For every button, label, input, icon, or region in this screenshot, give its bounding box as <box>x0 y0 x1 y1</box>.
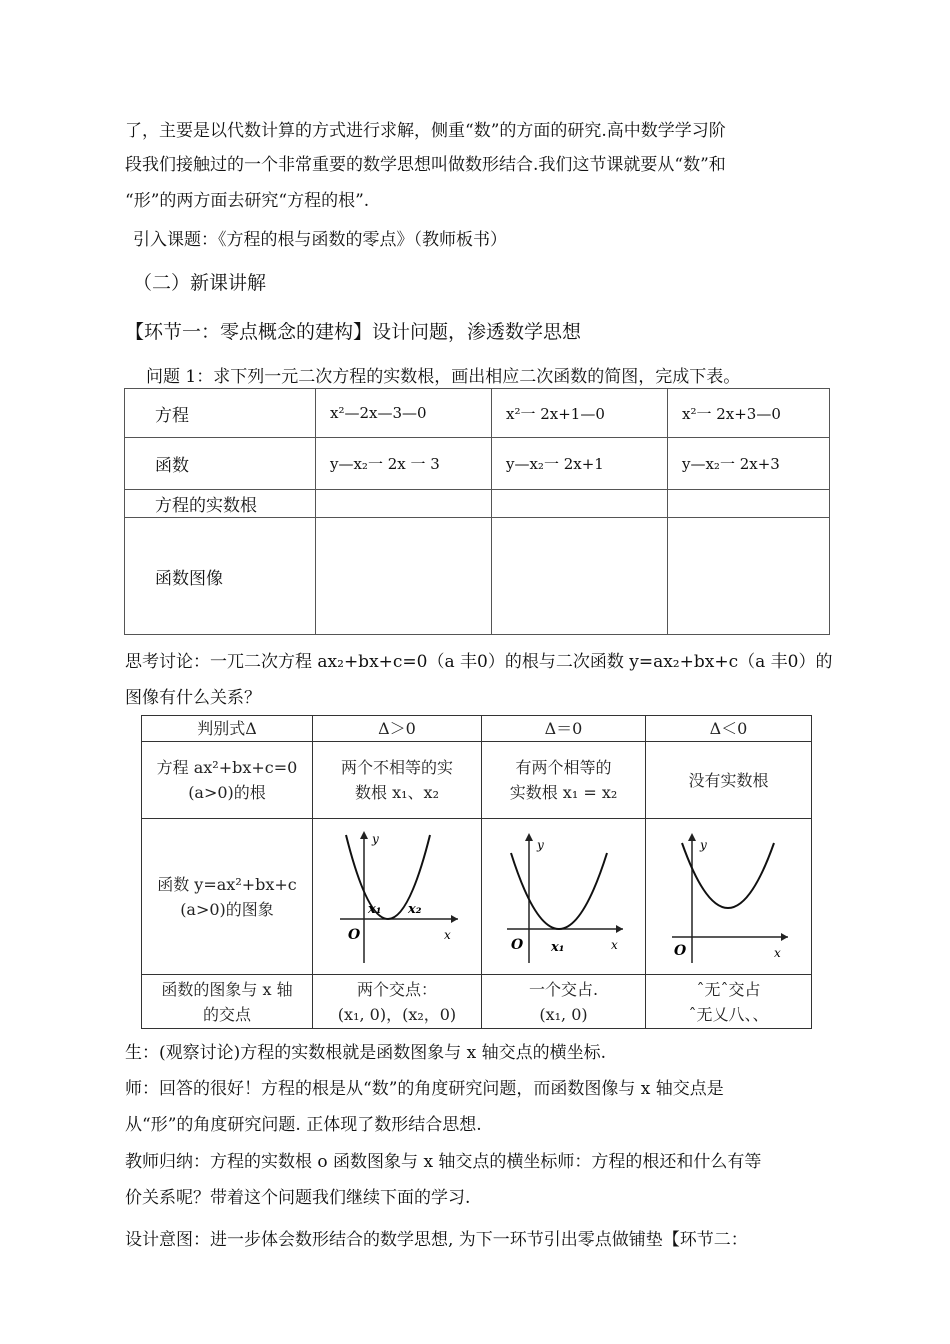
table-row <box>142 819 812 975</box>
discriminant-table <box>141 715 812 1029</box>
roots-row-label <box>142 742 313 819</box>
x2-label: x₂ <box>408 901 422 917</box>
function-cell: y—x₂一 2x+1 <box>492 438 668 490</box>
intersect-cell <box>482 975 646 1029</box>
roots-cell[interactable] <box>316 490 492 518</box>
intersect-label-line: 函数的图象与 x 轴 <box>161 979 293 999</box>
roots-label-line: (a>0)的根 <box>188 783 266 802</box>
x-axis-label: x <box>610 937 618 952</box>
parabola-one-root <box>499 827 629 967</box>
intersect-cell <box>646 975 812 1029</box>
intersect-line: 两个交点： <box>356 979 437 999</box>
parabola-two-roots <box>332 827 462 967</box>
table-row <box>125 518 830 635</box>
roots-cell <box>313 742 482 819</box>
intersect-line: (x₁, 0)，(x₂，0) <box>337 1004 457 1024</box>
roots-cell <box>482 742 646 819</box>
roots-line: 没有实数根 <box>688 770 769 790</box>
intersect-line: ˆ无ˆ交占 <box>696 979 761 999</box>
header-cell: 判别式Δ <box>142 716 313 742</box>
equation-cell: x²一 2x+3—0 <box>668 389 830 438</box>
roots-label-line: 方程 ax²+bx+c=0 <box>156 758 298 777</box>
header-cell: Δ＜0 <box>646 716 812 742</box>
roots-line: 数根 x₁、x₂ <box>355 783 439 802</box>
table-row <box>142 975 812 1029</box>
x-axis-label: x <box>444 927 451 942</box>
roots-cell[interactable] <box>492 490 668 518</box>
equation-cell: x²一 2x+1—0 <box>492 389 668 438</box>
intro-line-2: 段我们接触过的一个非常重要的数学思想叫做数形结合.我们这节课就要从“数”和 <box>125 155 726 175</box>
discussion-line-1: 思考讨论：一兀二次方程 ax₂+bx+c=0（a 丰0）的根与二次函数 y=ax₂+bx+c（a 丰0）的 <box>125 652 833 672</box>
intersect-label-line: 的交点 <box>202 1004 251 1024</box>
graph-label-line: (a>0)的图象 <box>180 899 274 919</box>
table-row <box>125 490 830 518</box>
teacher-line-2: 从“形”的角度研究问题. 正体现了数形结合思想. <box>125 1115 482 1135</box>
table-row <box>142 716 812 742</box>
summary-line-2: 价关系呢？带着这个问题我们继续下面的学习. <box>125 1188 471 1208</box>
table-row <box>125 438 830 490</box>
summary-line-1: 教师归纳：方程的实数根 o 函数图象与 x 轴交点的横坐标师：方程的根还和什么有等 <box>125 1152 762 1172</box>
x1-label: x₁ <box>550 939 564 955</box>
discussion-line-2: 图像有什么关系？ <box>125 688 261 708</box>
graph-cell[interactable] <box>668 518 830 635</box>
origin-label: O <box>673 942 686 959</box>
section-heading: （二）新课讲解 <box>133 272 267 294</box>
exercise-table <box>124 388 830 635</box>
y-axis-label: y <box>372 831 379 846</box>
y-axis-label: y <box>536 837 544 852</box>
design-intent: 设计意图：进一步体会数形结合的数学思想, 为下一环节引出零点做铺垫【环节二： <box>125 1230 748 1250</box>
roots-line: 有两个相等的 <box>515 758 612 777</box>
graph-cell <box>313 819 482 975</box>
origin-label: O <box>348 926 361 943</box>
x-axis-label: x <box>773 945 781 960</box>
graph-cell <box>482 819 646 975</box>
intersect-line: ˆ无乂八、、 <box>688 1004 769 1024</box>
roots-line: 两个不相等的实 <box>340 758 453 777</box>
problem-1: 问题 1：求下列一元二次方程的实数根，画出相应二次函数的简图，完成下表。 <box>146 367 741 387</box>
intersect-line: 一个交占. <box>528 979 599 999</box>
row-label-function: 函数 <box>125 438 316 490</box>
parabola-no-root <box>664 827 794 967</box>
function-cell: y—x₂一 2x+3 <box>668 438 830 490</box>
intersect-cell <box>313 975 482 1029</box>
intro-line-3: “形”的两方面去研究“方程的根”. <box>125 191 370 211</box>
row-label-roots: 方程的实数根 <box>125 490 316 518</box>
student-answer: 生：(观察讨论)方程的实数根就是函数图象与 x 轴交点的横坐标. <box>125 1043 607 1063</box>
intersect-line: (x₁, 0) <box>539 1004 588 1024</box>
equation-cell: x²—2x—3—0 <box>316 389 492 438</box>
roots-cell[interactable] <box>668 490 830 518</box>
graph-cell <box>646 819 812 975</box>
segment-heading: 【环节一：零点概念的建构】设计问题，渗透数学思想 <box>125 321 582 343</box>
teacher-line-1: 师：回答的很好！方程的根是从“数”的角度研究问题，而函数图像与 x 轴交点是 <box>125 1079 724 1099</box>
table-row <box>125 389 830 438</box>
intersect-row-label <box>142 975 313 1029</box>
intro-line-1: 了，主要是以代数计算的方式进行求解，侧重“数”的方面的研究.高中数学学习阶 <box>125 121 726 141</box>
intro-line-4: 引入课题：《方程的根与函数的零点》（教师板书） <box>133 230 507 250</box>
header-cell: Δ＝0 <box>482 716 646 742</box>
function-cell: y—x₂一 2x 一 3 <box>316 438 492 490</box>
header-cell: Δ＞0 <box>313 716 482 742</box>
y-axis-label: y <box>699 837 707 852</box>
row-label-graph: 函数图像 <box>125 518 316 635</box>
table-row <box>142 742 812 819</box>
graph-row-label <box>142 819 313 975</box>
graph-cell[interactable] <box>492 518 668 635</box>
row-label-equation: 方程 <box>125 389 316 438</box>
graph-label-line: 函数 y=ax²+bx+c <box>157 874 297 894</box>
roots-cell <box>646 742 812 819</box>
origin-label: O <box>510 936 523 953</box>
x1-label: x₁ <box>368 901 382 917</box>
roots-line: 实数根 x₁ = x₂ <box>509 783 618 802</box>
graph-cell[interactable] <box>316 518 492 635</box>
